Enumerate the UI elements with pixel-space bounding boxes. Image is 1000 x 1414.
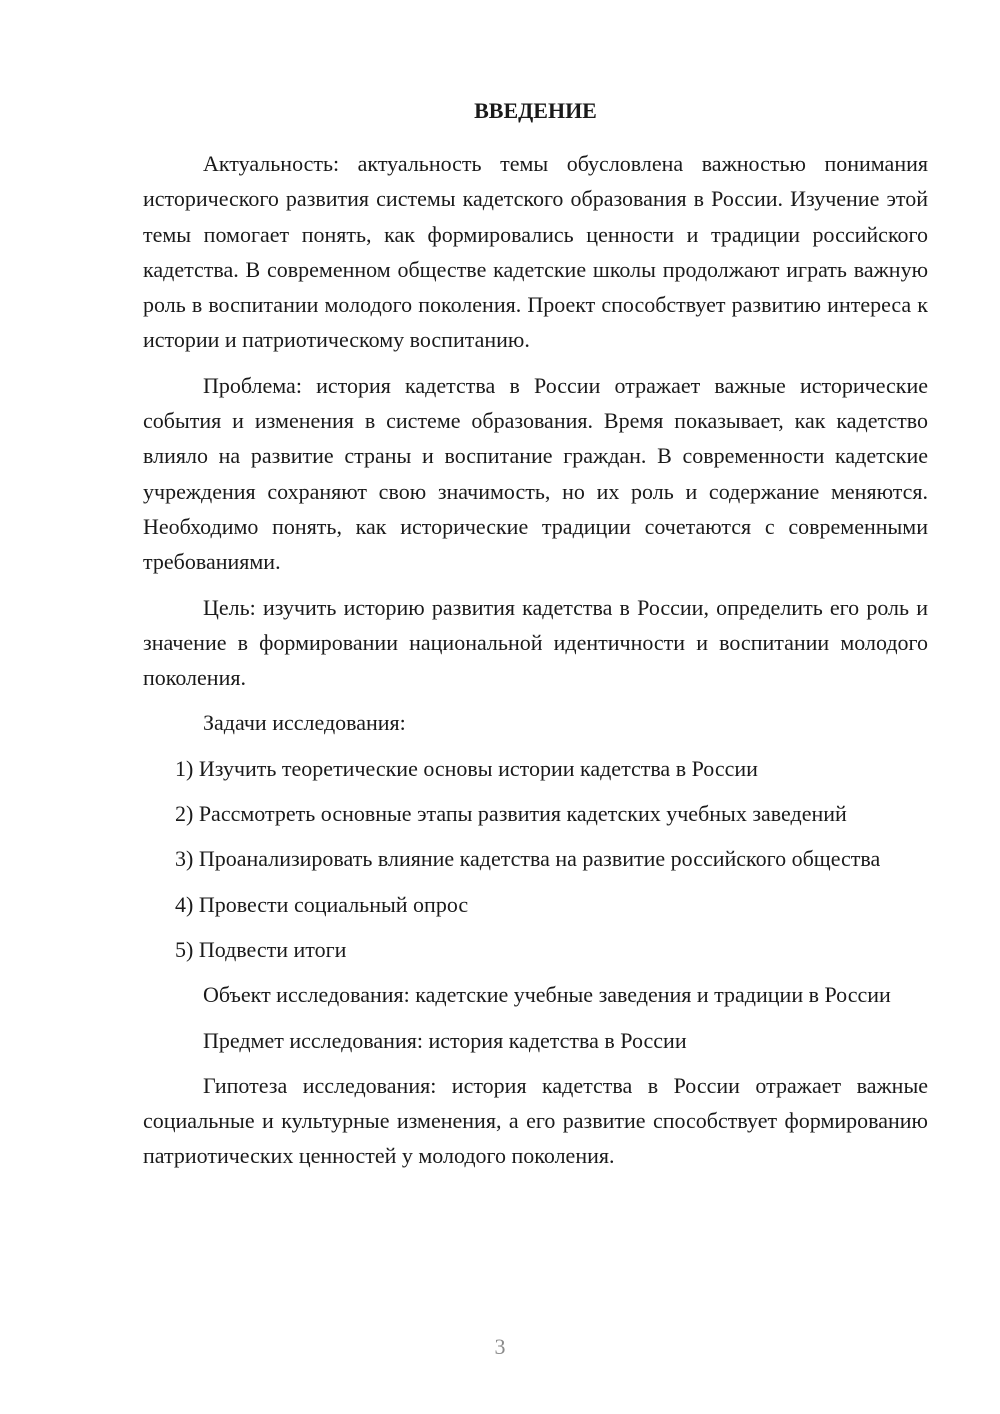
tasks-heading: Задачи исследования: <box>203 710 406 736</box>
subject-paragraph: Предмет исследования: история кадетства в России <box>203 1027 687 1053</box>
problem-paragraph: Проблема: история кадетства в России отражает важные исторические события и изменения в системе образования. Время показывает, как кадетство влияло на развитие страны и воспитание граждан. В современности кадетские учреждения сохраняют свою значимость, но их роль и содержание меняются. Необходимо понять, как исторические традиции сочетаются с современными требованиями. <box>143 372 928 575</box>
hypothesis-paragraph: Гипотеза исследования: история кадетства в России отражает важные социальные и культурные изменения, а его развитие способствует формированию патриотических ценностей у молодого поколения. <box>143 1072 928 1169</box>
goal-paragraph: Цель: изучить историю развития кадетства в России, определить его роль и значение в формировании национальной идентичности и воспитании молодого поколения. <box>143 594 928 691</box>
section-title: ВВЕДЕНИЕ <box>474 98 597 123</box>
object-paragraph: Объект исследования: кадетские учебные заведения и традиции в России <box>203 982 891 1008</box>
tasks-list <box>143 751 928 967</box>
list-item: 3) Проанализировать влияние кадетства на развитие российского общества <box>175 846 881 872</box>
list-item: 5) Подвести итоги <box>175 936 347 962</box>
list-item: 1) Изучить теоретические основы истории кадетства в России <box>175 755 758 781</box>
list-item: 4) Провести социальный опрос <box>175 891 469 917</box>
page-number: 3 <box>494 1334 506 1359</box>
relevance-paragraph: Актуальность: актуальность темы обусловлена важностью понимания исторического развития системы кадетского образования в России. Изучение этой темы помогает понять, как формировались ценности и традиции российского кадетства. В современном обществе кадетские школы продолжают играть важную роль в воспитании молодого поколения. Проект способствует развитию интереса к истории и патриотическому воспитанию. <box>143 151 928 353</box>
list-item: 2) Рассмотреть основные этапы развития кадетских учебных заведений <box>175 801 847 827</box>
document-page <box>143 96 928 1184</box>
